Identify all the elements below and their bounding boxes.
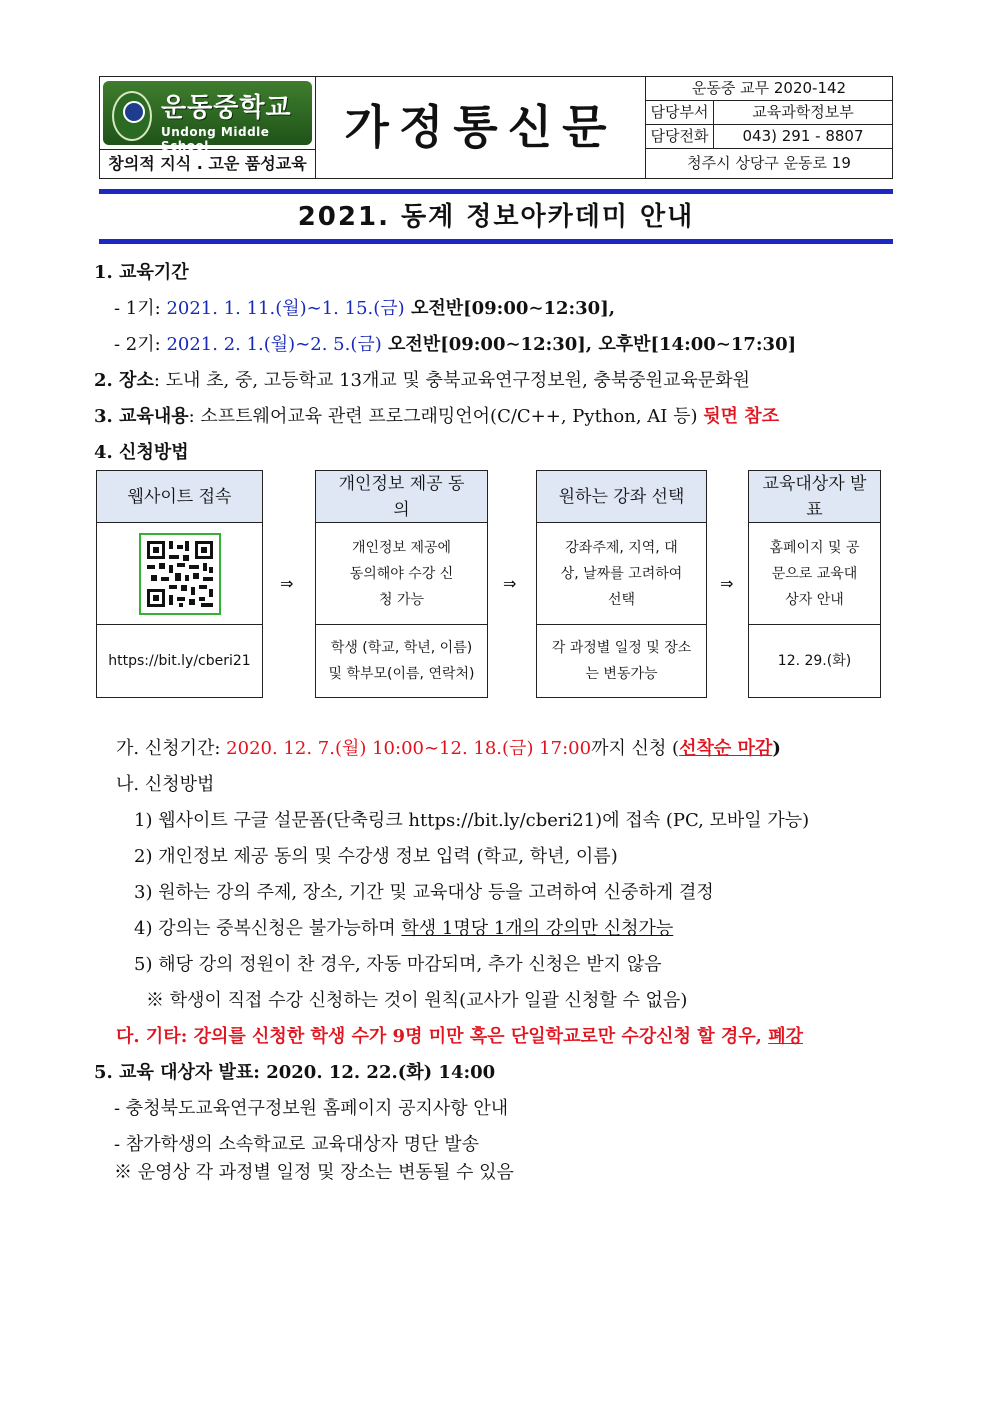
flow-arrow-icon: ⇒ xyxy=(280,574,294,593)
flow-step-detail: 강좌주제, 지역, 대상, 날짜를 고려하여 선택 xyxy=(537,523,706,625)
flow-step-head: 개인정보 제공 동의 xyxy=(316,471,487,523)
section3-reference: 뒷면 참조 xyxy=(703,406,780,427)
flow-step-qr xyxy=(97,523,262,625)
apply-period-prefix: 가. 신청기간: xyxy=(116,738,227,759)
section4-heading: 4. 신청방법 xyxy=(94,442,189,463)
school-logo xyxy=(103,81,312,153)
bottom-rule xyxy=(99,239,893,244)
apply-period-date: 2020. 12. 7.(월) 10:00∼12. 18.(금) 17:00 xyxy=(226,738,592,759)
term1-prefix: - 1기: xyxy=(114,298,167,319)
flow-step-detail: 개인정보 제공에 동의해야 수강 신청 가능 xyxy=(316,523,487,625)
term2-line xyxy=(114,330,796,356)
term1-date: 2021. 1. 11.(월)∼1. 15.(금) xyxy=(166,298,405,319)
school-address: 청주시 상당구 운동로 19 xyxy=(687,154,851,172)
section5-item: - 참가학생의 소속학교로 교육대상자 명단 발송 xyxy=(114,1134,480,1155)
section2-text: : 도내 초, 중, 고등학교 13개교 및 충북교육연구정보원, 충북중원교육문화원 xyxy=(153,370,750,391)
logo-korean: 운동중학교 xyxy=(161,93,292,123)
logo-cell xyxy=(100,77,316,153)
newsletter-title: 가정통신문 xyxy=(316,77,646,178)
method-note: ※ 학생이 직접 수강 신청하는 것이 원칙(교사가 일괄 신청할 수 없음) xyxy=(146,990,688,1011)
method-step: 5) 해당 강의 정원이 찬 경우, 자동 마감되며, 추가 신청은 받지 않음 xyxy=(134,954,662,975)
method-step: 3) 원하는 강의 주제, 장소, 기간 및 교육대상 등을 고려하여 신중하게 결정 xyxy=(134,882,714,903)
school-emblem-icon xyxy=(112,91,152,141)
section5-heading: 5. 교육 대상자 발표: 2020. 12. 22.(화) 14:00 xyxy=(94,1062,496,1083)
phone-label: 담당전화 xyxy=(646,125,714,149)
flow-step-head: 원하는 강좌 선택 xyxy=(537,471,706,523)
apply-period-mid: 까지 신청 ( xyxy=(591,738,680,759)
method-step-text: 4) 강의는 중복신청은 불가능하며 xyxy=(134,918,402,939)
dept-value: 교육과학정보부 xyxy=(714,101,892,125)
flow-step-consent xyxy=(315,470,488,698)
method-step: 1) 웹사이트 구글 설문폼(단축링크 https://bit.ly/cberi21)에 접속 (PC, 모바일 가능) xyxy=(134,810,810,831)
method-step-underline: 학생 1명당 1개의 강의만 신청가능 xyxy=(401,918,674,939)
flow-step-head: 교육대상자 발표 xyxy=(749,471,880,523)
logo-english: Undong Middle School xyxy=(161,125,270,153)
apply-period-line xyxy=(116,734,781,760)
flow-step-bottom: 12. 29.(화) xyxy=(777,653,852,669)
document-title: 2021. 동계 정보아카데미 안내 xyxy=(297,202,695,232)
section3-text: : 소프트웨어교육 관련 프로그래밍언어(C/C++, Python, AI 등) xyxy=(188,406,704,427)
flow-step-head: 웹사이트 접속 xyxy=(97,471,262,523)
etc-text: 다. 기타: 강의를 신청한 학생 수가 9명 미만 혹은 단일학교로만 수강신청 할 경우, xyxy=(116,1026,769,1047)
flow-arrow-icon: ⇒ xyxy=(720,574,734,593)
flow-step-announce xyxy=(748,470,881,698)
flow-step-bottom: 학생 (학교, 학년, 이름) 및 학부모(이름, 연락처) xyxy=(328,640,475,682)
flow-step-link: https://bit.ly/cberi21 xyxy=(108,653,251,669)
apply-period-close: ) xyxy=(772,738,781,759)
method-heading: 나. 신청방법 xyxy=(116,774,215,795)
flow-step-bottom: 각 과정별 일정 및 장소는 변동가능 xyxy=(551,640,692,682)
section2-label: 2. 장소 xyxy=(94,370,154,391)
flow-arrow-icon: ⇒ xyxy=(503,574,517,593)
section2-line xyxy=(94,366,750,392)
method-step: 2) 개인정보 제공 동의 및 수강생 정보 입력 (학교, 학년, 이름) xyxy=(134,846,618,867)
flow-step-detail: 홈페이지 및 공문으로 교육대상자 안내 xyxy=(749,523,880,625)
flow-step-select xyxy=(536,470,707,698)
apply-period-note: 선착순 마감 xyxy=(679,738,773,759)
section5-item: - 충청북도교육연구정보원 홈페이지 공지사항 안내 xyxy=(114,1098,509,1119)
qr-code-icon xyxy=(139,533,221,615)
term2-date: 2021. 2. 1.(월)∼2. 5.(금) xyxy=(166,334,382,355)
phone-value: 043) 291 - 8807 xyxy=(714,125,892,149)
term2-prefix: - 2기: xyxy=(114,334,167,355)
flow-step-website xyxy=(96,470,263,698)
top-rule xyxy=(99,189,893,194)
method-step xyxy=(134,914,673,940)
school-motto: 창의적 지식 . 고운 품성교육 xyxy=(100,150,316,178)
etc-line xyxy=(116,1022,803,1048)
header-table xyxy=(99,76,893,179)
section3-label: 3. 교육내용 xyxy=(94,406,189,427)
dept-label: 담당부서 xyxy=(646,101,714,125)
document-number: 운동중 교무 2020-142 xyxy=(646,77,892,101)
section1-heading: 1. 교육기간 xyxy=(94,262,189,283)
section3-line xyxy=(94,402,779,428)
section5-note: ※ 운영상 각 과정별 일정 및 장소는 변동될 수 있음 xyxy=(114,1162,514,1183)
etc-cancel: 폐강 xyxy=(768,1026,803,1047)
term1-time: 오전반[09:00∼12:30], xyxy=(404,298,615,319)
term2-time: 오전반[09:00∼12:30], 오후반[14:00∼17:30] xyxy=(381,334,797,355)
term1-line xyxy=(114,294,615,320)
